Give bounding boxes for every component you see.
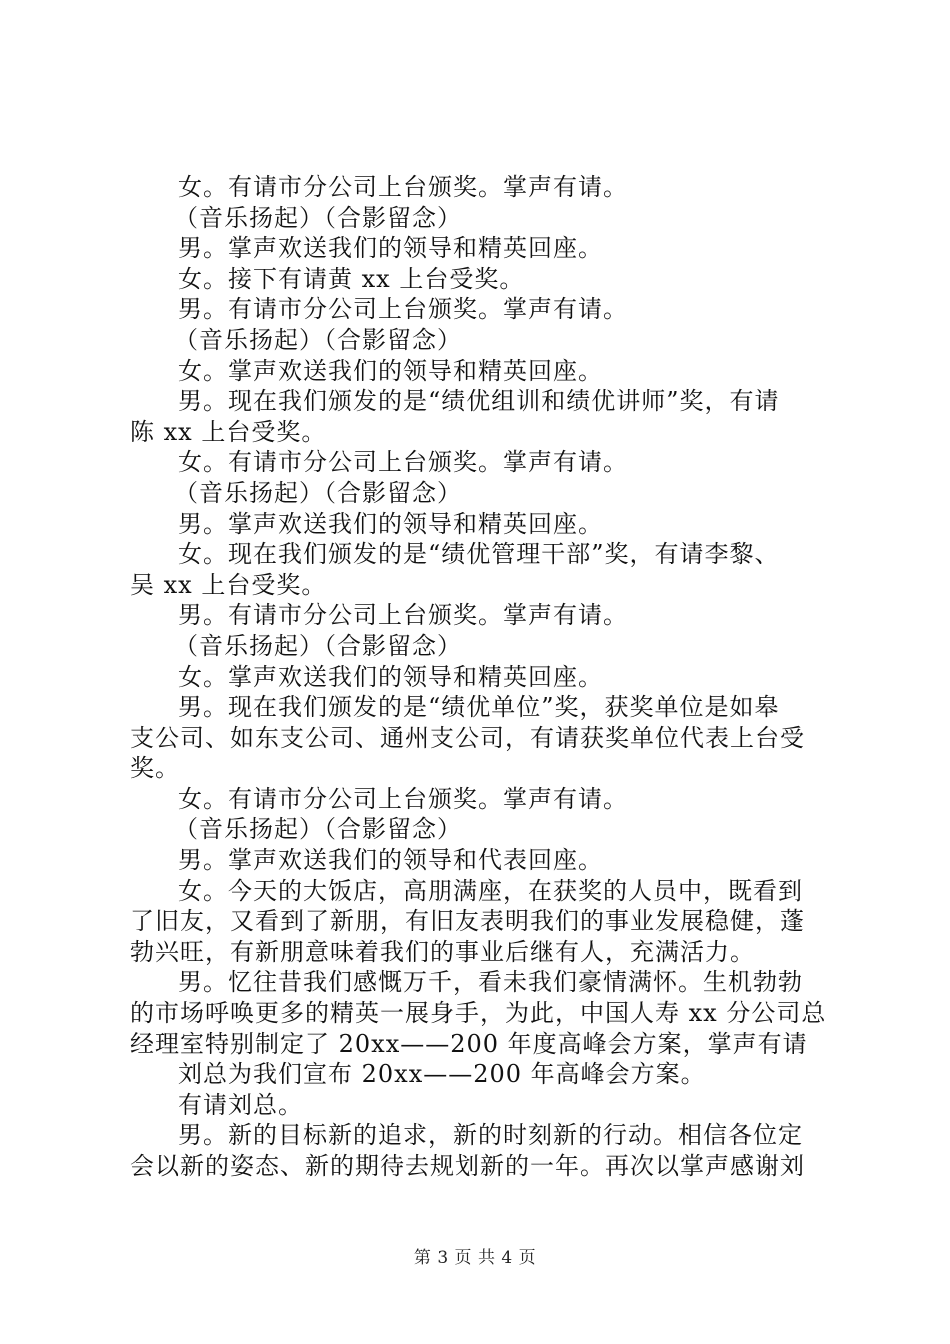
text-line: 刘总为我们宣布 20xx——200 年高峰会方案。 <box>178 1060 706 1089</box>
text-line: 女。现在我们颁发的是“绩优管理干部”奖，有请李黎、 <box>178 540 780 569</box>
text-line: 女。有请市分公司上台颁奖。掌声有请。 <box>178 448 628 477</box>
text-line: 女。有请市分公司上台颁奖。掌声有请。 <box>178 173 628 201</box>
text-line: 女。有请市分公司上台颁奖。掌声有请。 <box>178 784 628 813</box>
text-line: 男。有请市分公司上台颁奖。掌声有请。 <box>178 601 628 630</box>
text-line: （音乐扬起）（合影留念） <box>174 325 462 354</box>
text-line: 奖。 <box>130 754 180 783</box>
text-line: 勃兴旺，有新朋意味着我们的事业后继有人，充满活力。 <box>130 937 755 966</box>
text-line: 吴 xx 上台受奖。 <box>130 570 327 599</box>
text-line: 男。忆往昔我们感慨万千，看未我们豪情满怀。生机勃勃 <box>178 968 803 997</box>
text-line: 男。掌声欢送我们的领导和精英回座。 <box>178 234 603 263</box>
text-line: 支公司、如东支公司、通州支公司，有请获奖单位代表上台受 <box>130 723 805 752</box>
text-line: （音乐扬起）（合影留念） <box>174 631 462 660</box>
text-line: 经理室特别制定了 20xx——200 年度高峰会方案，掌声有请 <box>130 1029 808 1058</box>
text-line: 的市场呼唤更多的精英一展身手，为此，中国人寿 xx 分公司总 <box>130 999 827 1028</box>
text-line: 女。掌声欢送我们的领导和精英回座。 <box>178 662 603 691</box>
text-line: 女。接下有请黄 xx 上台受奖。 <box>178 264 525 293</box>
text-line: 男。现在我们颁发的是“绩优组训和绩优讲师”奖，有请 <box>178 387 780 416</box>
text-line: （音乐扬起）（合影留念） <box>174 815 462 844</box>
text-line: （音乐扬起）（合影留念） <box>174 478 462 507</box>
text-line: 陈 xx 上台受奖。 <box>130 417 327 446</box>
text-line: 女。今天的大饭店，高朋满座，在获奖的人员中，既看到 <box>178 876 803 905</box>
text-line: 男。掌声欢送我们的领导和精英回座。 <box>178 509 603 538</box>
text-line: 男。现在我们颁发的是“绩优单位”奖，获奖单位是如皋 <box>178 693 780 722</box>
text-line: 了旧友，又看到了新朋，有旧友表明我们的事业发展稳健，蓬 <box>130 907 805 936</box>
text-line: （音乐扬起）（合影留念） <box>174 203 462 232</box>
text-line: 有请刘总。 <box>178 1090 303 1119</box>
text-line: 男。新的目标新的追求，新的时刻新的行动。相信各位定 <box>178 1121 803 1150</box>
page-footer: 第 3 页 共 4 页 <box>413 1248 537 1268</box>
text-line: 男。掌声欢送我们的领导和代表回座。 <box>178 846 603 875</box>
document-body <box>130 172 830 1182</box>
text-line: 会以新的姿态、新的期待去规划新的一年。再次以掌声感谢刘 <box>130 1152 805 1180</box>
text-line: 男。有请市分公司上台颁奖。掌声有请。 <box>178 295 628 324</box>
text-line: 女。掌声欢送我们的领导和精英回座。 <box>178 356 603 385</box>
